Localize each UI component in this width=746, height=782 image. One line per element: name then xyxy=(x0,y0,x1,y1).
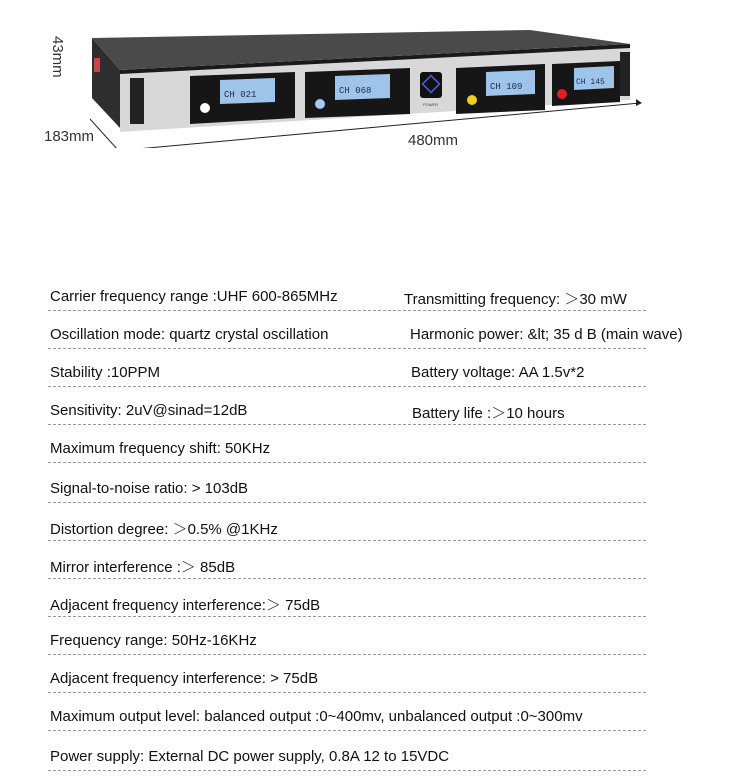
depth-dimension-label: 183mm xyxy=(44,128,95,145)
spec-battery-voltage: Battery voltage: AA 1.5v*2 xyxy=(411,364,585,381)
svg-text:CH 109: CH 109 xyxy=(490,82,523,92)
spec-row xyxy=(48,514,646,541)
rack-receiver-image xyxy=(90,28,650,148)
spec-mirror-interference: Mirror interference :＞ 85dB xyxy=(50,559,236,576)
spec-row xyxy=(48,552,646,579)
spec-stability: Stability :10PPM xyxy=(50,364,161,381)
spec-row xyxy=(48,436,646,463)
spec-row xyxy=(48,628,646,655)
spec-frequency-range: Frequency range: 50Hz-16KHz xyxy=(50,632,257,649)
height-dimension-label: 43mm xyxy=(49,36,66,78)
spec-row xyxy=(48,704,646,731)
spec-sensitivity: Sensitivity: 2uV@sinad=12dB xyxy=(50,402,248,419)
spec-row xyxy=(48,322,683,349)
spec-battery-life: Battery life :＞10 hours xyxy=(412,405,565,422)
product-hero xyxy=(0,0,746,180)
channel-1-module xyxy=(190,72,295,124)
width-dimension-label: 480mm xyxy=(408,132,459,149)
svg-text:CH 021: CH 021 xyxy=(224,90,257,100)
spec-snr: Signal-to-noise ratio: > 103dB xyxy=(50,480,249,497)
spec-max-output-level: Maximum output level: balanced output :0~400mv, unbalanced output :0~300mv xyxy=(50,708,583,725)
spec-transmitting-frequency: Transmitting frequency: ＞30 mW xyxy=(404,291,627,308)
spec-adjacent-frequency-interference-2: Adjacent frequency interference: > 75dB xyxy=(50,670,319,687)
spec-distortion: Distortion degree: ＞0.5% @1KHz xyxy=(50,521,278,538)
spec-row xyxy=(48,744,646,771)
spec-carrier-frequency: Carrier frequency range :UHF 600-865MHz xyxy=(50,288,338,305)
channel-2-module xyxy=(305,68,410,118)
spec-row xyxy=(48,284,646,311)
spec-row xyxy=(48,476,646,503)
spec-row xyxy=(48,666,646,693)
spec-max-frequency-shift: Maximum frequency shift: 50KHz xyxy=(50,440,271,457)
spec-oscillation-mode: Oscillation mode: quartz crystal oscillation xyxy=(50,326,329,343)
spec-harmonic-power: Harmonic power: &lt; 35 d B (main wave) xyxy=(410,326,683,343)
svg-text:POWER: POWER xyxy=(423,102,439,107)
channel-3-module xyxy=(456,64,545,114)
spec-row xyxy=(48,398,646,425)
svg-text:CH 145: CH 145 xyxy=(576,78,605,87)
spec-row xyxy=(48,360,646,387)
spec-row xyxy=(48,590,646,617)
spec-power-supply: Power supply: External DC power supply, 0.8A 12 to 15VDC xyxy=(50,748,450,765)
spec-adjacent-frequency-interference: Adjacent frequency interference:＞ 75dB xyxy=(50,597,321,614)
channel-4-module xyxy=(552,61,620,106)
svg-text:CH 068: CH 068 xyxy=(339,86,372,96)
